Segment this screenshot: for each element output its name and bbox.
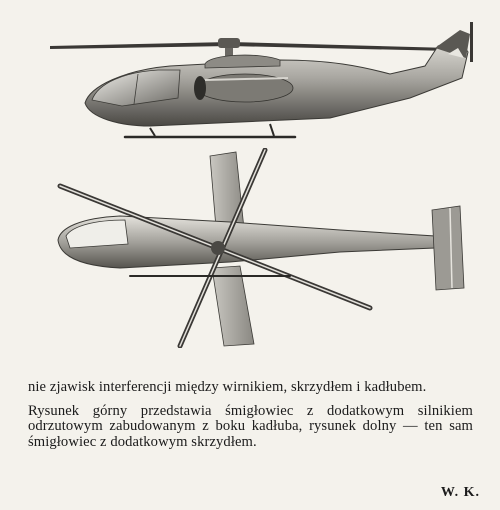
- helicopter-side-view-illustration: [30, 8, 480, 143]
- paragraph-continuation: nie zjawisk interferencji między wirnikiem, skrzydłem i kadłubem.: [28, 379, 427, 395]
- article-text: [28, 380, 473, 450]
- author-signature: W. K.: [440, 485, 480, 500]
- helicopter-top-view-illustration: [40, 148, 480, 348]
- paragraph-figure-caption: Rysunek górny przedstawia śmigłowiec z dodatkowym silnikiem odrzutowym zabudowanym z boku kadłuba, rysunek dolny — ten sam śmigłowiec z dodatkowym skrzydłem.: [28, 402, 473, 450]
